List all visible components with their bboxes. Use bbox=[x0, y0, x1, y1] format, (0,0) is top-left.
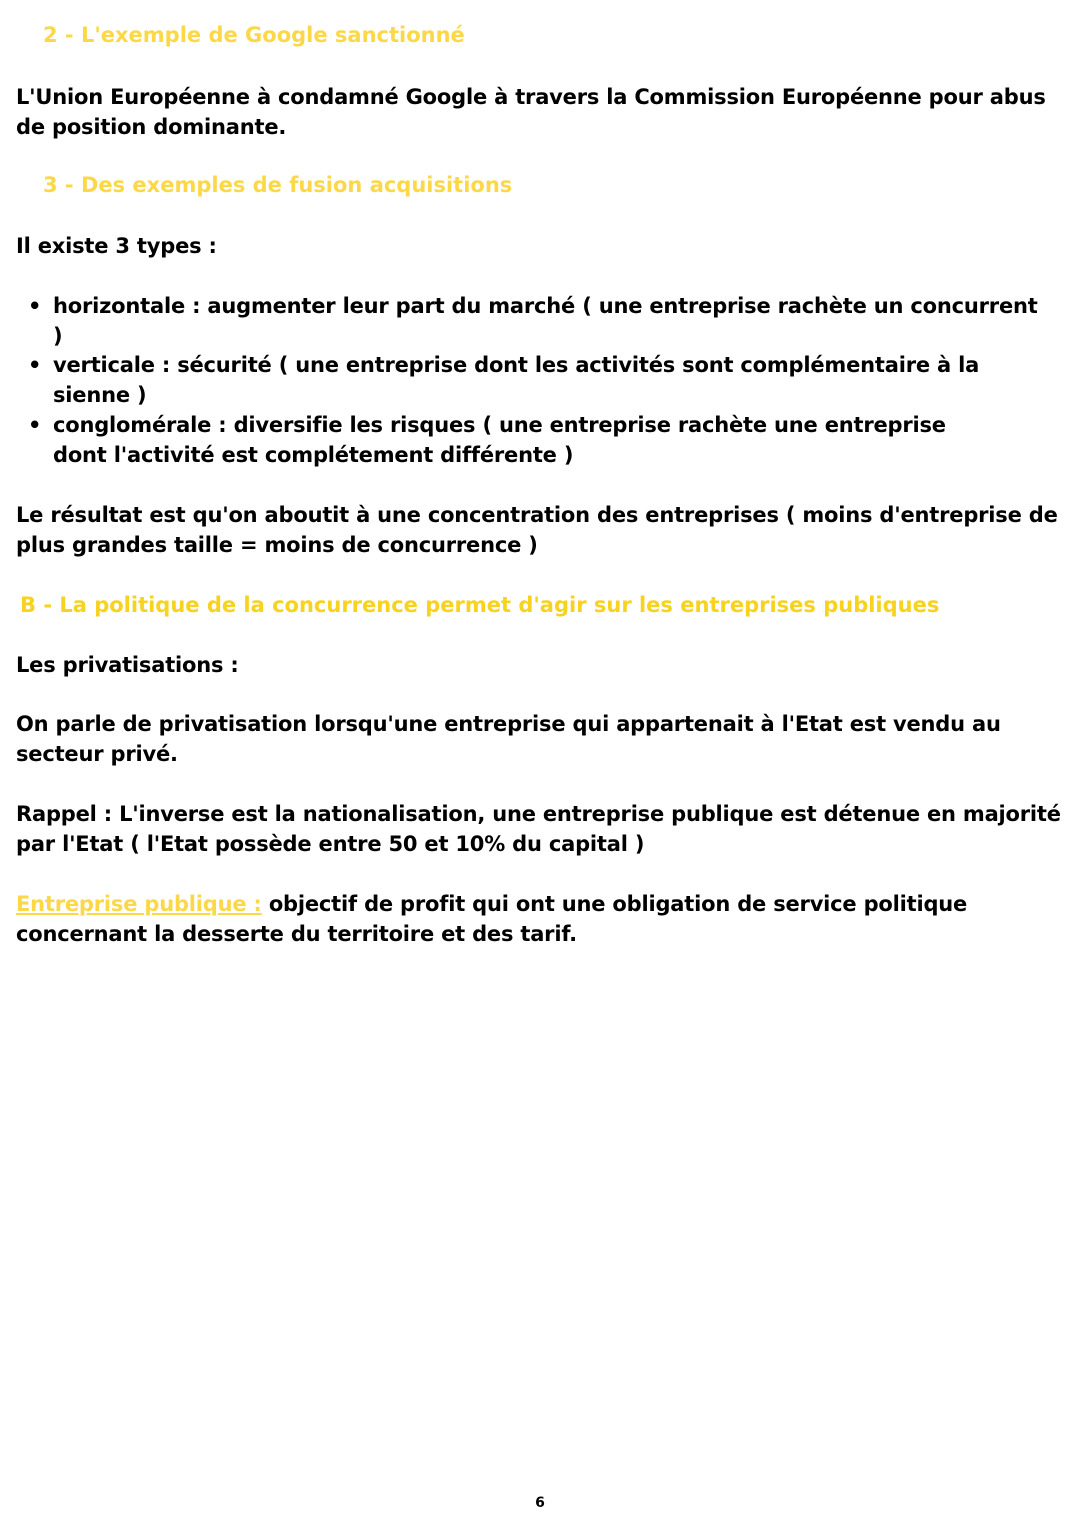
list-item-conglomerale bbox=[16, 410, 1066, 470]
paragraph-result: Le résultat est qu'on aboutit à une concentration des entreprises ( moins d'entreprise de plus grandes taille = moins de concurrence ) bbox=[16, 503, 1058, 557]
section-heading-google: 2 - L'exemple de Google sanctionné bbox=[43, 23, 465, 47]
privatisations-label: Les privatisations : bbox=[16, 653, 239, 677]
section-heading-fusion-acquisitions: 3 - Des exemples de fusion acquisitions bbox=[43, 173, 513, 197]
list-item-horizontale bbox=[16, 291, 1066, 351]
types-intro: Il existe 3 types : bbox=[16, 234, 217, 258]
list-item-verticale bbox=[16, 350, 1066, 410]
list-item-text: conglomérale : diversifie les risques ( une entreprise rachète une entreprise dont l'activité est complétement différente ) bbox=[53, 413, 946, 467]
bullet-icon: • bbox=[28, 413, 42, 437]
bullet-icon: • bbox=[28, 353, 42, 377]
list-item-text: verticale : sécurité ( une entreprise dont les activités sont complémentaire à la sienne ) bbox=[53, 353, 980, 407]
paragraph-google-sanction: L'Union Européenne à condamné Google à travers la Commission Européenne pour abus de position dominante. bbox=[16, 85, 1046, 139]
bullet-icon: • bbox=[28, 294, 42, 318]
list-item-text: horizontale : augmenter leur part du marché ( une entreprise rachète un concurrent ) bbox=[53, 294, 1038, 348]
paragraph-privatisation: On parle de privatisation lorsqu'une entreprise qui appartenait à l'Etat est vendu au secteur privé. bbox=[16, 712, 1001, 766]
term-entreprise-publique: Entreprise publique : bbox=[16, 892, 262, 916]
paragraph-rappel: Rappel : L'inverse est la nationalisation, une entreprise publique est détenue en majorité par l'Etat ( l'Etat possède entre 50 et 10% du capital ) bbox=[16, 802, 1061, 856]
paragraph-entreprise-publique bbox=[16, 889, 1066, 949]
section-heading-entreprises-publiques: B - La politique de la concurrence permet d'agir sur les entreprises publiques bbox=[20, 593, 940, 617]
definition-entreprise-publique: objectif de profit qui ont une obligation de service politique concernant la desserte du territoire et des tarif. bbox=[16, 892, 968, 946]
page-number: 6 bbox=[535, 1495, 545, 1511]
